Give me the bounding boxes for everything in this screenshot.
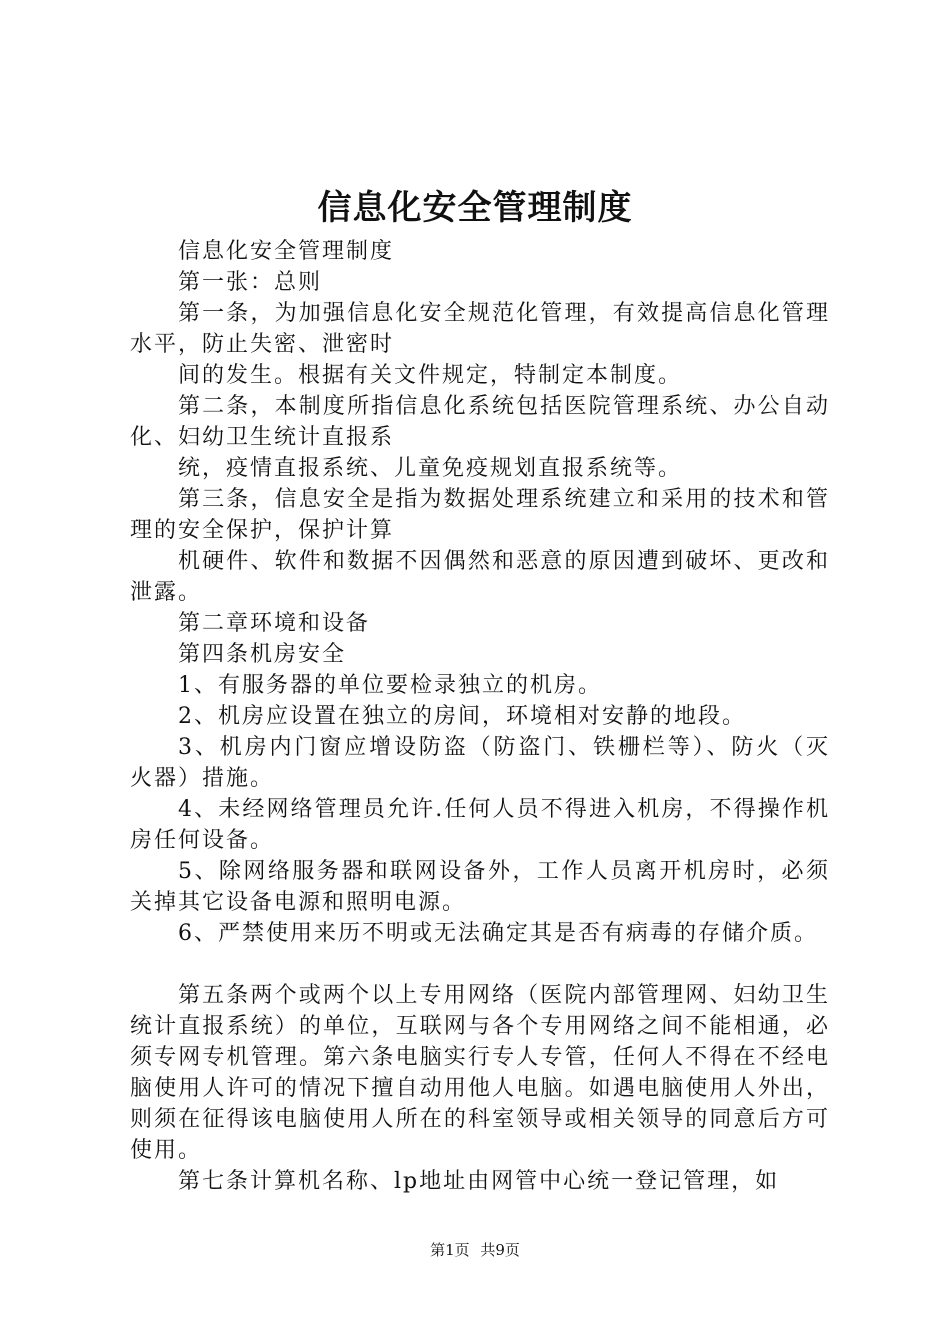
paragraph: 信息化安全管理制度: [178, 239, 395, 264]
paragraph: 6、严禁使用来历不明或无法确定其是否有病毒的存储介质。: [178, 921, 818, 946]
paragraph: 2、机房应设置在独立的房间，环境相对安静的地段。: [178, 704, 746, 729]
document-body: [130, 236, 830, 1197]
page-footer: [0, 1238, 950, 1262]
paragraph: 第二章环境和设备: [178, 611, 371, 636]
paragraph: 第一张：总则: [178, 270, 323, 295]
paragraph: 间的发生。根据有关文件规定，特制定本制度。: [178, 363, 683, 388]
paragraph: 5、除网络服务器和联网设备外，工作人员离开机房时，必须关掉其它设备电源和照明电源。: [130, 859, 830, 915]
paragraph: 第三条，信息安全是指为数据处理系统建立和采用的技术和管理的安全保护，保护计算: [130, 487, 830, 543]
paragraph: 3、机房内门窗应增设防盗（防盗门、铁栅栏等）、防火（灭火器）措施。: [130, 735, 830, 791]
paragraph: 统，疫情直报系统、儿童免疫规划直报系统等。: [178, 456, 683, 481]
paragraph: 第七条计算机名称、lp地址由网管中心统一登记管理，如: [178, 1169, 780, 1194]
page-total: 共9页: [480, 1241, 520, 1259]
document-title: 信息化安全管理制度: [317, 188, 633, 228]
blank-line: [130, 949, 830, 980]
page-number: 第1页: [430, 1241, 470, 1259]
paragraph: 第四条机房安全: [178, 642, 347, 667]
paragraph: 第五条两个或两个以上专用网络（医院内部管理网、妇幼卫生统计直报系统）的单位，互联网与各个专用网络之间不能相通，必须专网专机管理。第六条电脑实行专人专管，任何人不得在不经电脑使用人许可的情况下擅自动用他人电脑。如遇电脑使用人外出，则须在征得该电脑使用人所在的科室领导或相关领导的同意后方可使用。: [130, 983, 830, 1163]
paragraph: 第一条，为加强信息化安全规范化管理，有效提高信息化管理水平，防止失密、泄密时: [130, 301, 830, 357]
paragraph: 4、未经网络管理员允许.任何人员不得进入机房，不得操作机房任何设备。: [130, 797, 830, 853]
paragraph: 第二条，本制度所指信息化系统包括医院管理系统、办公自动化、妇幼卫生统计直报系: [130, 394, 830, 450]
paragraph: 1、有服务器的单位要检录独立的机房。: [178, 673, 602, 698]
paragraph: 机硬件、软件和数据不因偶然和恶意的原因遭到破坏、更改和泄露。: [130, 549, 830, 605]
